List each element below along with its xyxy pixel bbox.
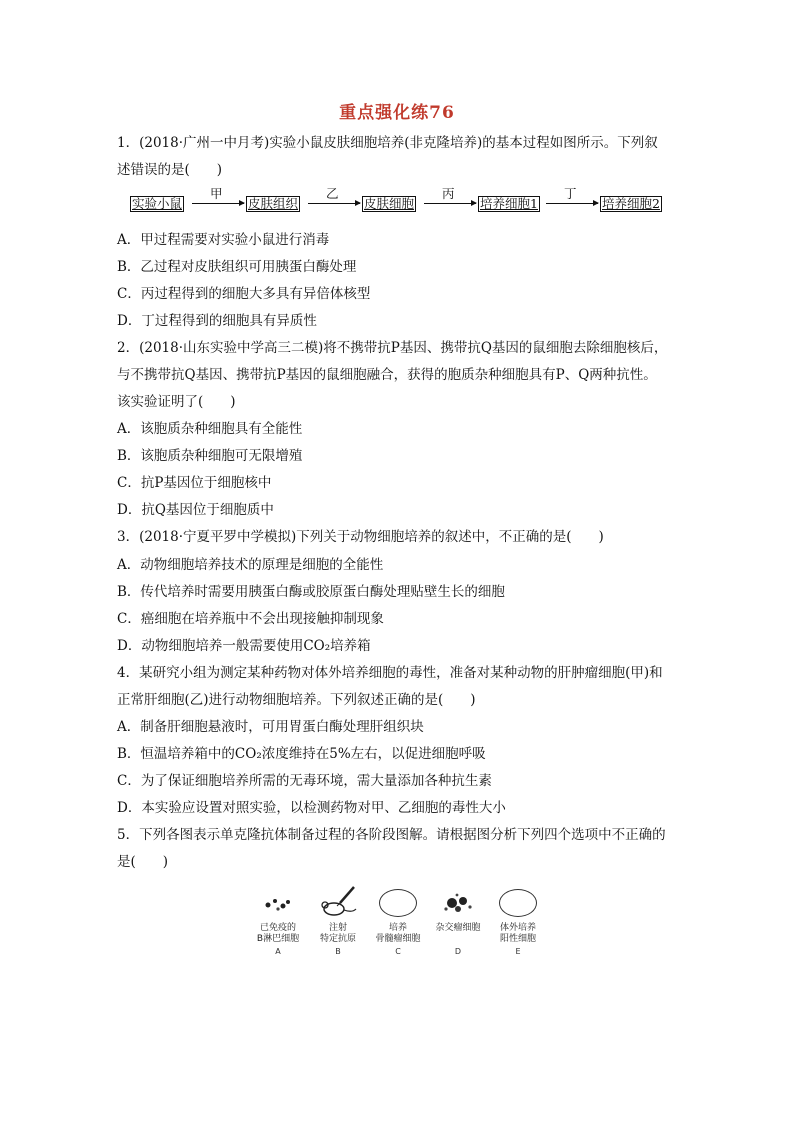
q5-figure — [250, 885, 546, 955]
mouse-syringe-icon — [310, 885, 366, 921]
figure-caption-c-line1: 培养 — [388, 923, 407, 933]
figure-letter-b: B — [335, 947, 341, 956]
q4-option-b: B．恒温培养箱中的CO₂浓度维持在5%左右，以促进细胞呼吸 — [117, 746, 486, 762]
figure-caption-b — [310, 923, 366, 945]
q3-option-c: C．癌细胞在培养瓶中不会出现接触抑制现象 — [117, 611, 384, 627]
q2-option-b: B．该胞质杂种细胞可无限增殖 — [117, 448, 303, 464]
figure-caption-b-line2: 特定抗原 — [319, 934, 356, 944]
q1-option-c: C．丙过程得到的细胞大多具有异倍体核型 — [117, 286, 371, 302]
culture-dish-icon — [379, 889, 417, 917]
figure-caption-e — [490, 923, 546, 945]
figure-panel-e — [490, 885, 546, 955]
flow-arrow-bing — [424, 186, 476, 204]
q1-stem-line1: 1．(2018·广州一中月考)实验小鼠皮肤细胞培养(非克隆培养)的基本过程如图所示。下列叙 — [117, 135, 658, 151]
q4-stem-line1: 4．某研究小组为测定某种药物对体外培养细胞的毒性，准备对某种动物的肝肿瘤细胞(甲)和 — [117, 665, 663, 681]
figure-panel-a — [250, 885, 306, 955]
q4-option-a: A．制备肝细胞悬液时，可用胃蛋白酶处理肝组织块 — [117, 719, 424, 735]
figure-caption-d-line1: 杂交瘤细胞 — [435, 923, 481, 933]
figure-letter-a: A — [275, 947, 281, 956]
figure-letter-c: C — [395, 947, 401, 956]
q4-option-d: D．本实验应设置对照实验，以检测药物对甲、乙细胞的毒性大小 — [117, 800, 506, 816]
figure-caption-b-line1: 注射 — [328, 923, 347, 933]
q5-stem-line2: 是( ) — [117, 854, 169, 870]
q2-stem-line3: 该实验证明了( ) — [117, 394, 236, 410]
figure-letter-d: D — [454, 947, 462, 956]
flow-arrow-ding — [546, 186, 598, 204]
b-lymphocyte-icon — [250, 885, 306, 921]
figure-caption-e-line2: 阳性细胞 — [499, 934, 536, 944]
q4-stem-line2: 正常肝细胞(乙)进行动物细胞培养。下列叙述正确的是( ) — [117, 692, 476, 708]
flow-arrow-label-ding: 丁 — [564, 186, 577, 201]
q1-flow-diagram — [130, 186, 670, 216]
q3-stem-line1: 3．(2018·宁夏平罗中学模拟)下列关于动物细胞培养的叙述中，不正确的是( ) — [117, 529, 604, 545]
culture-dish-icon — [499, 889, 537, 917]
q3-option-a: A．动物细胞培养技术的原理是细胞的全能性 — [117, 557, 384, 573]
figure-caption-e-line1: 体外培养 — [499, 923, 536, 933]
flow-box-culture-cell-2: 培养细胞2 — [602, 196, 660, 211]
q4-option-c: C．为了保证细胞培养所需的无毒环境，需大量添加各种抗生素 — [117, 773, 492, 789]
hybridoma-cell-icon — [430, 885, 486, 921]
figure-panel-d — [430, 885, 486, 955]
flow-arrow-yi — [308, 186, 360, 204]
figure-panel-b — [310, 885, 366, 955]
q2-option-d: D．抗Q基因位于细胞质中 — [117, 502, 274, 518]
figure-caption-c-line2: 骨髓瘤细胞 — [375, 934, 421, 944]
flow-arrow-label-jia: 甲 — [210, 186, 223, 201]
q2-option-a: A．该胞质杂种细胞具有全能性 — [117, 421, 303, 437]
figure-caption-d — [430, 923, 486, 934]
figure-caption-a — [250, 923, 306, 945]
q1-option-a: A．甲过程需要对实验小鼠进行消毒 — [117, 232, 330, 248]
q2-option-c: C．抗P基因位于细胞核中 — [117, 475, 272, 491]
flow-box-mouse: 实验小鼠 — [132, 196, 183, 211]
q1-stem-line2: 述错误的是( ) — [117, 162, 223, 178]
figure-caption-c — [370, 923, 426, 945]
q5-stem-line1: 5．下列各图表示单克隆抗体制备过程的各阶段图解。请根据图分析下列四个选项中不正确的 — [117, 827, 666, 843]
page-title: 重点强化练76 — [339, 103, 455, 123]
figure-panel-c — [370, 885, 426, 955]
flow-arrow-jia — [192, 186, 244, 204]
figure-caption-a-line2: B淋巴细胞 — [256, 934, 300, 944]
figure-letter-e: E — [515, 947, 521, 956]
figure-caption-a-line1: 已免疫的 — [259, 923, 296, 933]
flow-arrow-label-bing: 丙 — [442, 186, 455, 201]
q2-stem-line2: 与不携带抗Q基因、携带抗P基因的鼠细胞融合，获得的胞质杂种细胞具有P、Q两种抗性。 — [117, 367, 657, 383]
flow-box-skin-tissue: 皮肤组织 — [248, 196, 299, 211]
q1-option-d: D．丁过程得到的细胞具有异质性 — [117, 313, 317, 329]
q3-option-b: B．传代培养时需要用胰蛋白酶或胶原蛋白酶处理贴壁生长的细胞 — [117, 584, 505, 600]
q2-stem-line1: 2．(2018·山东实验中学高三二模)将不携带抗P基因、携带抗Q基因的鼠细胞去除细胞核后， — [117, 340, 668, 356]
flow-box-culture-cell-1: 培养细胞1 — [480, 196, 538, 211]
q1-option-b: B．乙过程对皮肤组织可用胰蛋白酶处理 — [117, 259, 357, 275]
flow-arrow-label-yi: 乙 — [326, 186, 339, 201]
flow-box-skin-cell: 皮肤细胞 — [364, 196, 415, 211]
q3-option-d: D．动物细胞培养一般需要使用CO₂培养箱 — [117, 638, 371, 654]
